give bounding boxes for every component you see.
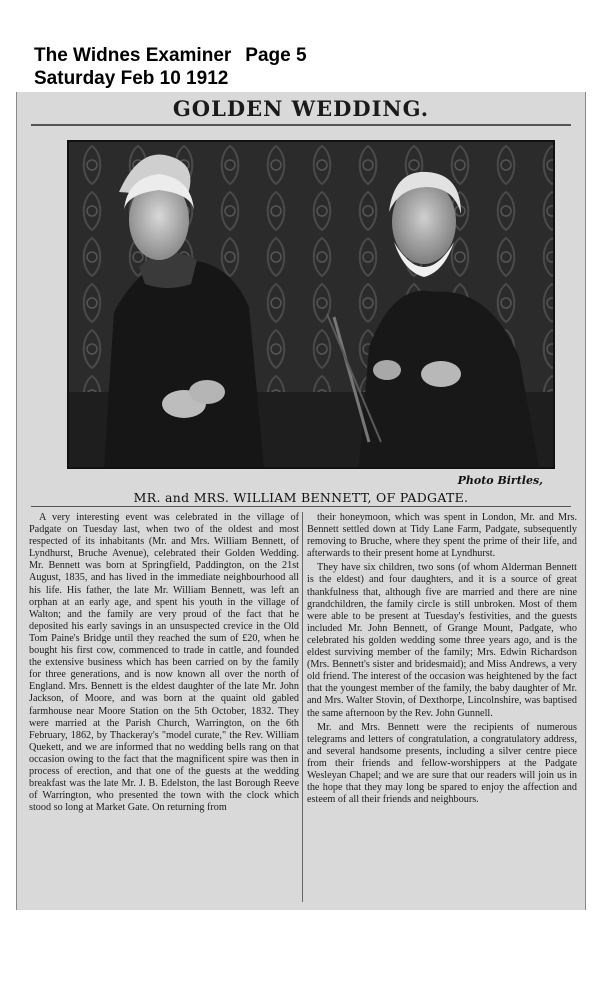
portrait-photo — [67, 140, 555, 469]
newspaper-name: The Widnes Examiner — [34, 45, 232, 66]
newspaper-clipping — [16, 92, 586, 910]
headline-rule — [31, 124, 571, 126]
column-divider — [302, 512, 303, 902]
article-column-left — [29, 512, 299, 907]
article-column-right — [307, 512, 577, 907]
photo-credit: Photo Birtles, — [457, 474, 543, 487]
publication-date: Saturday Feb 10 1912 — [34, 68, 229, 89]
photo-caption: MR. and MRS. WILLIAM BENNETT, OF PADGATE. — [133, 490, 469, 505]
masthead — [34, 44, 307, 90]
article-paragraph: A very interesting event was celebrated in the village of Padgate on Tuesday last, when two of the oldest and most respected of its inhabitants (Mr. and Mrs. William Bennett, of Lyndhurst, Bruche Avenue), celebrated their Golden Wedding. Mr. Bennett was born at Springfield, Paddington, on the 21st August, 1835, and has lived in the immediate neighbourhood all his life. His father, the late Mr. William Bennett, was left an orphan at an early age, and spent his youth in the village of Walton; and the family are very proud of the fact that he deposited his early savings in an unsuspected crevice in the Old Tom Paine's Bridge until they reached the sum of £20, when he bought his first cow, commenced to trade in cattle, and founded the extensive business which has been carried on by the family for three generations, and is now known all over the north of England. Mrs. Bennett is the eldest daughter of the late Mr. John Jackson, of Moore, and was born at the quaint old gabled farmhouse near Moore Station on the 5th October, 1832. They were married at the Parish Church, Warrington, on the 6th February, 1862, by Thackeray's "model curate," the Rev. William Quekett, and we are informed that no wedding bells rang on that occasion owing to the fact that the magnificent spire was then in process of erection, and that one of the guests at the wedding breakfast was the late Mr. J. B. Edelston, the last Borough Reeve of Warrington, who presented the town with the clock which stood so long at Market Gate. On returning from — [29, 512, 299, 814]
article-paragraph: They have six children, two sons (of whom Alderman Bennett is the eldest) and four daughters, and it is a source of great thankfulness that, although five are married and there are nine grandchildren, the family circle is still unbroken. Most of them were able to be present at Tuesday's festivities, and the guests included Mr. John Bennett, of Grange Mount, Padgate, who celebrated his golden wedding some three years ago, and is the eldest surviving member of the family; Mrs. Edwin Richardson (Mrs. Bennett's sister and bridesmaid); and Miss Andrews, a very old friend. The interest of the occasion was heightened by the fact that the youngest member of the family, the baby daughter of Mr. and Mrs. Walter Stovin, of Dexthorpe, Lincolnshire, was baptised the same afternoon by the Rev. John Gunnell. — [307, 562, 577, 719]
portrait-photo-image — [69, 142, 553, 467]
article-headline: GOLDEN WEDDING. — [172, 96, 430, 121]
article-paragraph: their honeymoon, which was spent in London, Mr. and Mrs. Bennett settled down at Tidy Lane Farm, Padgate, subsequently removing to Bruche, where they spent the prime of their life, and afterwards to their present home at Lyndhurst. — [307, 512, 577, 560]
article-paragraph: Mr. and Mrs. Bennett were the recipients of numerous telegrams and letters of congratulation, a congratulatory address, and several handsome presents, including a silver centre piece from their friends and fellow-worshippers at the Padgate Wesleyan Chapel; and we are sure that our readers will join us in the hope that they may long be spared to enjoy the affection and esteem of all their friends and neighbours. — [307, 721, 577, 806]
page-number: Page 5 — [245, 45, 307, 66]
caption-rule — [31, 506, 571, 507]
